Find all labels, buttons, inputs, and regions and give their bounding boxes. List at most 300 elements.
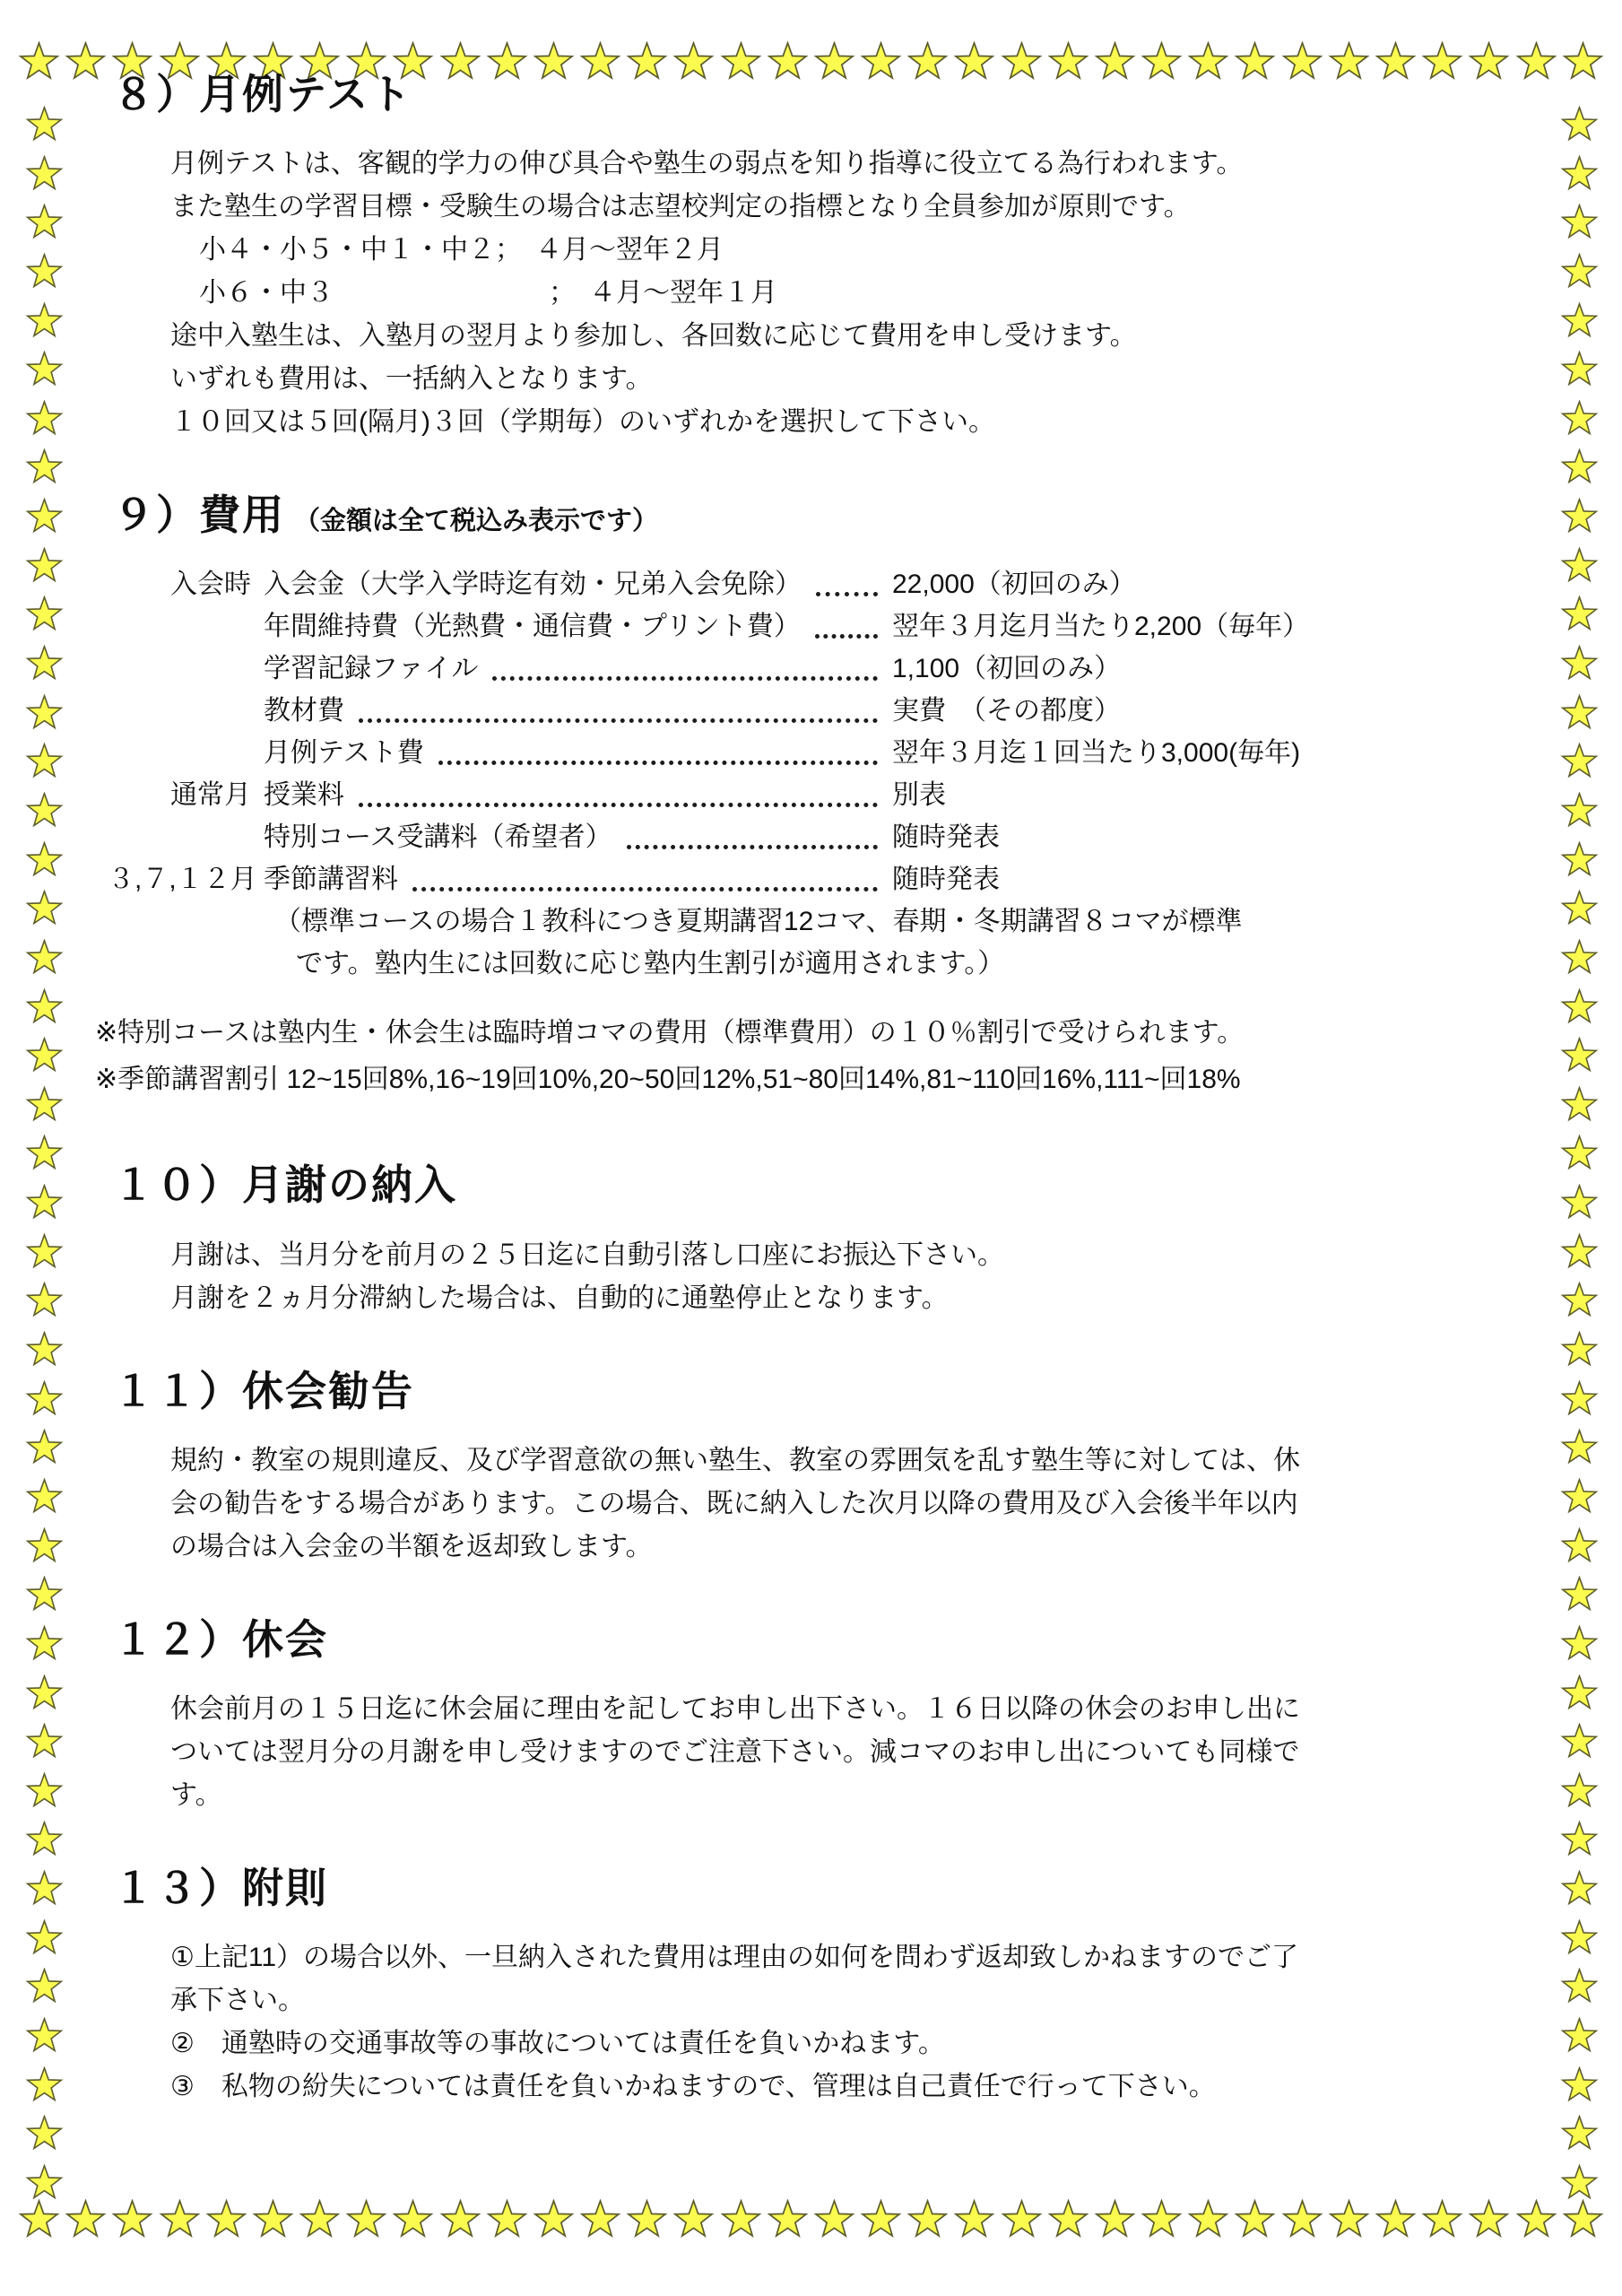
- star-icon: [65, 41, 107, 83]
- section-suspension-advice: [108, 1367, 1520, 1569]
- fee-row: [108, 690, 1520, 732]
- star-icon: [25, 694, 64, 733]
- star-icon: [1560, 1968, 1599, 2006]
- star-icon: [252, 2199, 294, 2241]
- star-icon-wrap: [1560, 1772, 1599, 1811]
- star-icon-wrap: [1560, 1233, 1599, 1272]
- star-icon-wrap: [1560, 1037, 1599, 1075]
- star-icon-wrap: [111, 2199, 153, 2241]
- star-icon: [1562, 41, 1604, 83]
- star-icon-wrap: [25, 792, 64, 831]
- fee-item-label: 入会金（大学入学時迄有効・兄弟入会免除）: [264, 569, 802, 599]
- star-icon-wrap: [25, 1184, 64, 1222]
- body-line: 月例テストは、客観的学力の伸び具合や塾生の弱点を知り指導に役立てる為行われます。: [170, 149, 1244, 179]
- body-line: ①上記11）の場合以外、一旦納入された費用は理由の如何を問わず返却致しかねますのでご了: [170, 1943, 1299, 1973]
- star-icon: [25, 448, 64, 487]
- star-icon: [25, 1527, 64, 1566]
- star-icon-wrap: [1560, 1282, 1599, 1320]
- star-icon-wrap: [25, 351, 64, 389]
- star-icon: [486, 2199, 528, 2241]
- fee-item-label: 教材費: [264, 695, 344, 726]
- star-icon-wrap: [1094, 2199, 1136, 2241]
- star-icon-wrap: [345, 2199, 387, 2241]
- star-icon: [25, 939, 64, 978]
- star-icon: [25, 1674, 64, 1713]
- star-icon-wrap: [25, 204, 64, 242]
- star-icon: [18, 41, 60, 83]
- fee-value: 翌年３月迄１回当たり3,000(毎年): [892, 737, 1301, 768]
- star-icon: [1560, 1625, 1599, 1664]
- star-icon-wrap: [1560, 1135, 1599, 1173]
- star-icon: [1560, 1429, 1599, 1467]
- star-icon-wrap: [1560, 1086, 1599, 1125]
- star-icon-wrap: [1560, 743, 1599, 781]
- star-icon: [439, 2199, 481, 2241]
- star-icon: [720, 2199, 762, 2241]
- star-icon: [25, 1772, 64, 1811]
- star-icon: [1421, 2199, 1463, 2241]
- star-icon-wrap: [25, 1135, 64, 1173]
- body-line: の場合は入会金の半額を返却致します。: [170, 1531, 653, 1561]
- star-icon: [767, 2199, 809, 2241]
- star-icon: [1560, 1233, 1599, 1272]
- fee-item-label: 授業料: [264, 779, 344, 810]
- star-icon-wrap: [25, 547, 64, 586]
- star-icon: [1560, 792, 1599, 831]
- star-icon-wrap: [1560, 351, 1599, 389]
- star-icon-wrap: [1560, 1478, 1599, 1517]
- star-icon: [18, 2199, 60, 2241]
- dotted-leader: [438, 741, 878, 765]
- fee-period: ３,７,１２月: [108, 864, 257, 894]
- star-icon-wrap: [25, 1037, 64, 1075]
- body-line: 承下さい。: [170, 1986, 305, 2016]
- star-icon-wrap: [25, 1380, 64, 1419]
- star-icon: [25, 1429, 64, 1467]
- star-icon-wrap: [1560, 890, 1599, 928]
- star-icon-wrap: [25, 448, 64, 487]
- fee-item-label: 特別コース受講料（希望者）: [264, 822, 612, 852]
- star-icon-wrap: [1560, 547, 1599, 586]
- body-line: また塾生の学習目標・受験生の場合は志望校判定の指標となり全員参加が原則です。: [170, 192, 1191, 222]
- star-icon: [25, 1576, 64, 1614]
- section-tuition-payment: [108, 1161, 1520, 1319]
- star-icon: [25, 645, 64, 683]
- fee-value: 随時発表: [892, 822, 1000, 852]
- star-icon: [25, 253, 64, 291]
- star-icon: [1560, 743, 1599, 781]
- star-icon-wrap: [533, 2199, 575, 2241]
- star-icon: [25, 1086, 64, 1125]
- star-icon-wrap: [25, 1282, 64, 1320]
- star-icon: [1328, 2199, 1370, 2241]
- star-icon: [25, 988, 64, 1027]
- star-icon: [25, 1723, 64, 1761]
- star-icon-wrap: [1560, 645, 1599, 683]
- star-icon: [159, 2199, 201, 2241]
- dotted-leader: [412, 867, 878, 891]
- star-icon: [533, 2199, 575, 2241]
- star-icon-wrap: [25, 1331, 64, 1370]
- fee-item-label: 月例テスト費: [264, 737, 424, 768]
- body-line: ③ 私物の紛失については責任を負いかねますので、管理は自己責任で行って下さい。: [170, 2072, 1216, 2102]
- star-icon-wrap: [299, 2199, 341, 2241]
- section-heading: １０）月謝の納入: [113, 1161, 457, 1209]
- star-icon-wrap: [860, 2199, 902, 2241]
- star-icon-wrap: [252, 2199, 294, 2241]
- spacer: [108, 1569, 1520, 1615]
- star-icon-wrap: [1375, 2199, 1417, 2241]
- body-line: 休会前月の１５日迄に休会届に理由を記してお申し出下さい。１６日以降の休会のお申し出に: [170, 1693, 1300, 1724]
- spacer: [108, 1320, 1520, 1367]
- star-icon: [1560, 547, 1599, 586]
- star-icon: [1560, 1184, 1599, 1222]
- fee-item-label: 年間維持費（光熱費・通信費・プリント費）: [264, 611, 801, 641]
- star-icon: [626, 2199, 668, 2241]
- body-line: 会の勧告をする場合があります。この場合、既に納入した次月以降の費用及び入会後半年以内: [170, 1488, 1298, 1518]
- star-icon-wrap: [25, 1674, 64, 1713]
- star-icon: [1560, 448, 1599, 487]
- fee-item-label: 学習記録ファイル: [264, 653, 479, 683]
- star-icon-wrap: [1234, 2199, 1276, 2241]
- star-icon: [25, 2017, 64, 2056]
- section-heading: １２）休会: [113, 1615, 328, 1663]
- star-icon: [1141, 2199, 1183, 2241]
- dotted-leader: [627, 825, 879, 849]
- star-icon-wrap: [1560, 448, 1599, 487]
- star-icon: [1047, 2199, 1089, 2241]
- star-icon-wrap: [1560, 1429, 1599, 1467]
- section-heading: １１）休会勧告: [113, 1367, 414, 1414]
- star-icon: [1560, 400, 1599, 439]
- star-icon: [25, 2066, 64, 2105]
- body-line: 月謝は、当月分を前月の２５日迄に自動引落し口座にお振込下さい。: [170, 1239, 1004, 1270]
- star-icon-wrap: [25, 2017, 64, 2056]
- star-icon: [25, 1625, 64, 1664]
- body-line: 途中入塾生は、入塾月の翌月より参加し、各回数に応じて費用を申し受けます。: [170, 321, 1137, 352]
- star-icon-wrap: [65, 41, 107, 83]
- fee-row: [108, 774, 1520, 816]
- spacer: [108, 444, 1520, 491]
- star-icon-wrap: [1560, 2017, 1599, 2056]
- star-icon-wrap: [1560, 1919, 1599, 1958]
- document-content: [95, 70, 1520, 2109]
- star-icon-wrap: [439, 2199, 481, 2241]
- fee-note-line: （標準コースの場合１教科につき夏期講習12コマ、春期・冬期講習８コマが標準: [274, 906, 1243, 936]
- star-icon-wrap: [25, 1772, 64, 1811]
- star-icon: [25, 155, 64, 194]
- star-icon: [345, 2199, 387, 2241]
- star-icon-wrap: [1560, 1723, 1599, 1761]
- star-icon: [1560, 2017, 1599, 2056]
- fee-row: [108, 732, 1520, 774]
- star-icon-wrap: [25, 253, 64, 291]
- star-icon: [1560, 1821, 1599, 1859]
- star-icon: [392, 2199, 434, 2241]
- star-icon: [1468, 2199, 1510, 2241]
- star-icon: [25, 743, 64, 781]
- star-icon: [25, 204, 64, 242]
- star-icon: [1560, 253, 1599, 291]
- section-supplementary-rules: [108, 1864, 1520, 2109]
- body-line: 規約・教室の規則違反、及び学習意欲の無い塾生、教室の雰囲気を乱す塾生等に対しては、休: [170, 1445, 1300, 1475]
- star-icon: [25, 1233, 64, 1272]
- star-icon-wrap: [25, 2066, 64, 2105]
- fee-row: [108, 648, 1520, 690]
- star-icon: [299, 2199, 341, 2241]
- star-icon-wrap: [1560, 596, 1599, 634]
- star-icon: [1560, 841, 1599, 880]
- star-icon-wrap: [25, 645, 64, 683]
- star-icon: [1560, 645, 1599, 683]
- star-icon: [860, 2199, 902, 2241]
- fee-period: 通常月: [170, 779, 251, 810]
- star-icon: [1560, 890, 1599, 928]
- star-icon-wrap: [159, 2199, 201, 2241]
- fee-value: 22,000（初回のみ）: [892, 569, 1136, 599]
- body-line: 月謝を２ヵ月分滞納した場合は、自動的に通塾停止となります。: [170, 1283, 949, 1313]
- star-icon: [1560, 1380, 1599, 1419]
- star-icon-wrap: [25, 302, 64, 341]
- fee-value: 随時発表: [892, 864, 1000, 894]
- section-suspension: [108, 1615, 1520, 1817]
- star-icon: [25, 792, 64, 831]
- star-icon: [1560, 204, 1599, 242]
- star-border-bottom: [18, 2199, 1604, 2241]
- star-icon: [672, 2199, 715, 2241]
- section-heading: ８）月例テスト: [113, 71, 413, 117]
- star-icon-wrap: [1560, 841, 1599, 880]
- star-icon-wrap: [1560, 988, 1599, 1027]
- star-icon-wrap: [626, 2199, 668, 2241]
- star-icon-wrap: [1560, 1821, 1599, 1859]
- star-icon: [25, 1037, 64, 1075]
- body-line: いずれも費用は、一括納入となります。: [170, 364, 653, 395]
- star-icon: [1560, 1086, 1599, 1125]
- dotted-leader: [359, 783, 878, 807]
- star-icon: [1001, 2199, 1043, 2241]
- body-line: ついては翌月分の月謝を申し受けますのでご注意下さい。減コマのお申し出についても同様で: [170, 1736, 1300, 1767]
- star-icon-wrap: [1468, 2199, 1510, 2241]
- star-icon: [25, 2115, 64, 2153]
- star-icon-wrap: [25, 1821, 64, 1859]
- star-icon: [25, 1821, 64, 1859]
- star-icon: [205, 2199, 247, 2241]
- dotted-leader: [492, 657, 878, 681]
- star-icon: [25, 1135, 64, 1173]
- star-icon-wrap: [25, 498, 64, 536]
- dotted-leader: [816, 572, 878, 596]
- star-icon-wrap: [1560, 498, 1599, 536]
- star-icon-wrap: [1001, 2199, 1043, 2241]
- star-icon-wrap: [813, 2199, 855, 2241]
- star-icon: [1560, 302, 1599, 341]
- body-line: す。: [170, 1779, 222, 1810]
- star-icon-wrap: [25, 1086, 64, 1125]
- spacer: [108, 1817, 1520, 1864]
- star-icon-wrap: [25, 694, 64, 733]
- star-icon-wrap: [25, 939, 64, 978]
- star-icon: [25, 1870, 64, 1909]
- spacer: [108, 985, 1520, 1010]
- star-icon: [1560, 1772, 1599, 1811]
- section-heading: １３）附則: [113, 1864, 328, 1911]
- star-icon-wrap: [1562, 2199, 1604, 2241]
- star-icon: [906, 2199, 949, 2241]
- star-icon-wrap: [1187, 2199, 1229, 2241]
- star-icon: [1560, 155, 1599, 194]
- star-icon: [1560, 351, 1599, 389]
- star-icon: [813, 2199, 855, 2241]
- star-icon-wrap: [1328, 2199, 1370, 2241]
- star-icon: [1375, 2199, 1417, 2241]
- fee-value: 翌年３月迄月当たり2,200（毎年）: [892, 611, 1310, 641]
- star-icon-wrap: [18, 2199, 60, 2241]
- star-icon-wrap: [906, 2199, 949, 2241]
- star-icon-wrap: [1560, 1527, 1599, 1566]
- star-icon: [25, 1184, 64, 1222]
- remark-line: ※季節講習割引 12~15回8%,16~19回10%,20~50回12%,51~80回14%,81~110回16%,111~回18%: [95, 1065, 1241, 1095]
- star-icon-wrap: [25, 841, 64, 880]
- star-icon: [25, 841, 64, 880]
- star-icon-wrap: [1421, 2199, 1463, 2241]
- star-icon: [25, 498, 64, 536]
- star-icon: [1560, 1870, 1599, 1909]
- star-icon: [1560, 1674, 1599, 1713]
- star-icon: [65, 2199, 107, 2241]
- star-icon-wrap: [25, 1429, 64, 1467]
- star-icon: [1560, 498, 1599, 536]
- star-icon-wrap: [1560, 155, 1599, 194]
- dotted-leader: [815, 614, 878, 639]
- star-icon: [1560, 1478, 1599, 1517]
- star-icon: [1560, 1135, 1599, 1173]
- star-icon-wrap: [25, 1233, 64, 1272]
- star-icon-wrap: [486, 2199, 528, 2241]
- star-icon-wrap: [18, 41, 60, 83]
- star-icon: [1281, 2199, 1323, 2241]
- star-icon-wrap: [25, 1625, 64, 1664]
- fee-period: 入会時: [170, 569, 251, 599]
- star-icon-wrap: [25, 106, 64, 144]
- star-icon-wrap: [25, 155, 64, 194]
- star-icon-wrap: [1560, 1380, 1599, 1419]
- star-icon: [25, 547, 64, 586]
- star-icon-wrap: [1560, 204, 1599, 242]
- dotted-leader: [359, 699, 878, 723]
- star-icon-wrap: [25, 1870, 64, 1909]
- star-icon-wrap: [767, 2199, 809, 2241]
- star-icon-wrap: [579, 2199, 621, 2241]
- star-icon: [25, 106, 64, 144]
- star-icon-wrap: [953, 2199, 995, 2241]
- star-icon: [1560, 1576, 1599, 1614]
- star-icon-wrap: [25, 2164, 64, 2203]
- fee-value: 実費 （その都度）: [892, 695, 1121, 726]
- star-icon-wrap: [1560, 939, 1599, 978]
- star-icon: [1560, 596, 1599, 634]
- star-icon-wrap: [1281, 2199, 1323, 2241]
- star-icon: [25, 596, 64, 634]
- remark-line: ※特別コースは塾内生・休会生は臨時増コマの費用（標準費用）の１０％割引で受けられます。: [95, 1018, 1245, 1048]
- star-icon-wrap: [25, 1576, 64, 1614]
- schedule-line: 小６・中３ ； ４月～翌年１月: [199, 278, 777, 309]
- star-icon-wrap: [25, 1527, 64, 1566]
- star-icon: [1560, 2115, 1599, 2153]
- star-icon-wrap: [1560, 1331, 1599, 1370]
- fee-row: [108, 816, 1520, 858]
- star-icon-wrap: [1560, 1968, 1599, 2006]
- star-border-right: [1560, 106, 1599, 2203]
- star-icon: [1094, 2199, 1136, 2241]
- star-icon: [1560, 1919, 1599, 1958]
- section-fees: [95, 491, 1520, 1103]
- star-icon-wrap: [1560, 400, 1599, 439]
- star-icon: [1560, 1037, 1599, 1075]
- star-icon-wrap: [25, 1723, 64, 1761]
- star-icon: [1560, 1331, 1599, 1370]
- star-icon-wrap: [1560, 2066, 1599, 2105]
- star-icon-wrap: [1141, 2199, 1183, 2241]
- star-icon-wrap: [205, 2199, 247, 2241]
- star-icon-wrap: [1560, 302, 1599, 341]
- star-icon-wrap: [25, 1919, 64, 1958]
- star-icon: [111, 2199, 153, 2241]
- star-icon: [953, 2199, 995, 2241]
- spacer: [108, 1103, 1520, 1161]
- schedule-line: 小４・小５・中１・中２； ４月～翌年２月: [199, 235, 724, 265]
- star-icon-wrap: [720, 2199, 762, 2241]
- star-icon-wrap: [1560, 1674, 1599, 1713]
- star-icon: [1560, 939, 1599, 978]
- fee-value: 1,100（初回のみ）: [892, 653, 1122, 683]
- star-icon: [25, 302, 64, 341]
- star-icon: [1515, 2199, 1557, 2241]
- star-icon: [1560, 2164, 1599, 2203]
- body-line: ② 通塾時の交通事故等の事故については責任を負いかねます。: [170, 2029, 945, 2059]
- star-icon: [1234, 2199, 1276, 2241]
- star-icon-wrap: [1560, 1625, 1599, 1664]
- star-icon: [25, 1282, 64, 1320]
- star-icon-wrap: [1047, 2199, 1089, 2241]
- star-icon-wrap: [25, 890, 64, 928]
- fee-row: [108, 858, 1520, 900]
- star-icon: [1560, 106, 1599, 144]
- star-icon: [25, 890, 64, 928]
- fee-item-label: 季節講習料: [264, 864, 398, 894]
- star-icon: [25, 1919, 64, 1958]
- star-icon-wrap: [1560, 792, 1599, 831]
- star-icon-wrap: [1560, 2115, 1599, 2153]
- star-icon: [25, 1968, 64, 2006]
- star-icon-wrap: [1560, 106, 1599, 144]
- star-icon-wrap: [25, 400, 64, 439]
- star-border-left: [25, 106, 64, 2203]
- star-icon-wrap: [25, 743, 64, 781]
- star-icon-wrap: [392, 2199, 434, 2241]
- star-icon: [25, 351, 64, 389]
- fee-value: 別表: [892, 779, 946, 810]
- star-icon-wrap: [1560, 253, 1599, 291]
- star-icon-wrap: [672, 2199, 715, 2241]
- section-heading-text: ９）費用: [113, 491, 285, 539]
- star-icon: [25, 2164, 64, 2203]
- fee-note-line: です。塾内生には回数に応じ塾内生割引が適用されます。）: [296, 948, 1005, 978]
- star-icon: [25, 400, 64, 439]
- star-icon-wrap: [65, 2199, 107, 2241]
- star-icon: [1560, 988, 1599, 1027]
- star-icon-wrap: [25, 2115, 64, 2153]
